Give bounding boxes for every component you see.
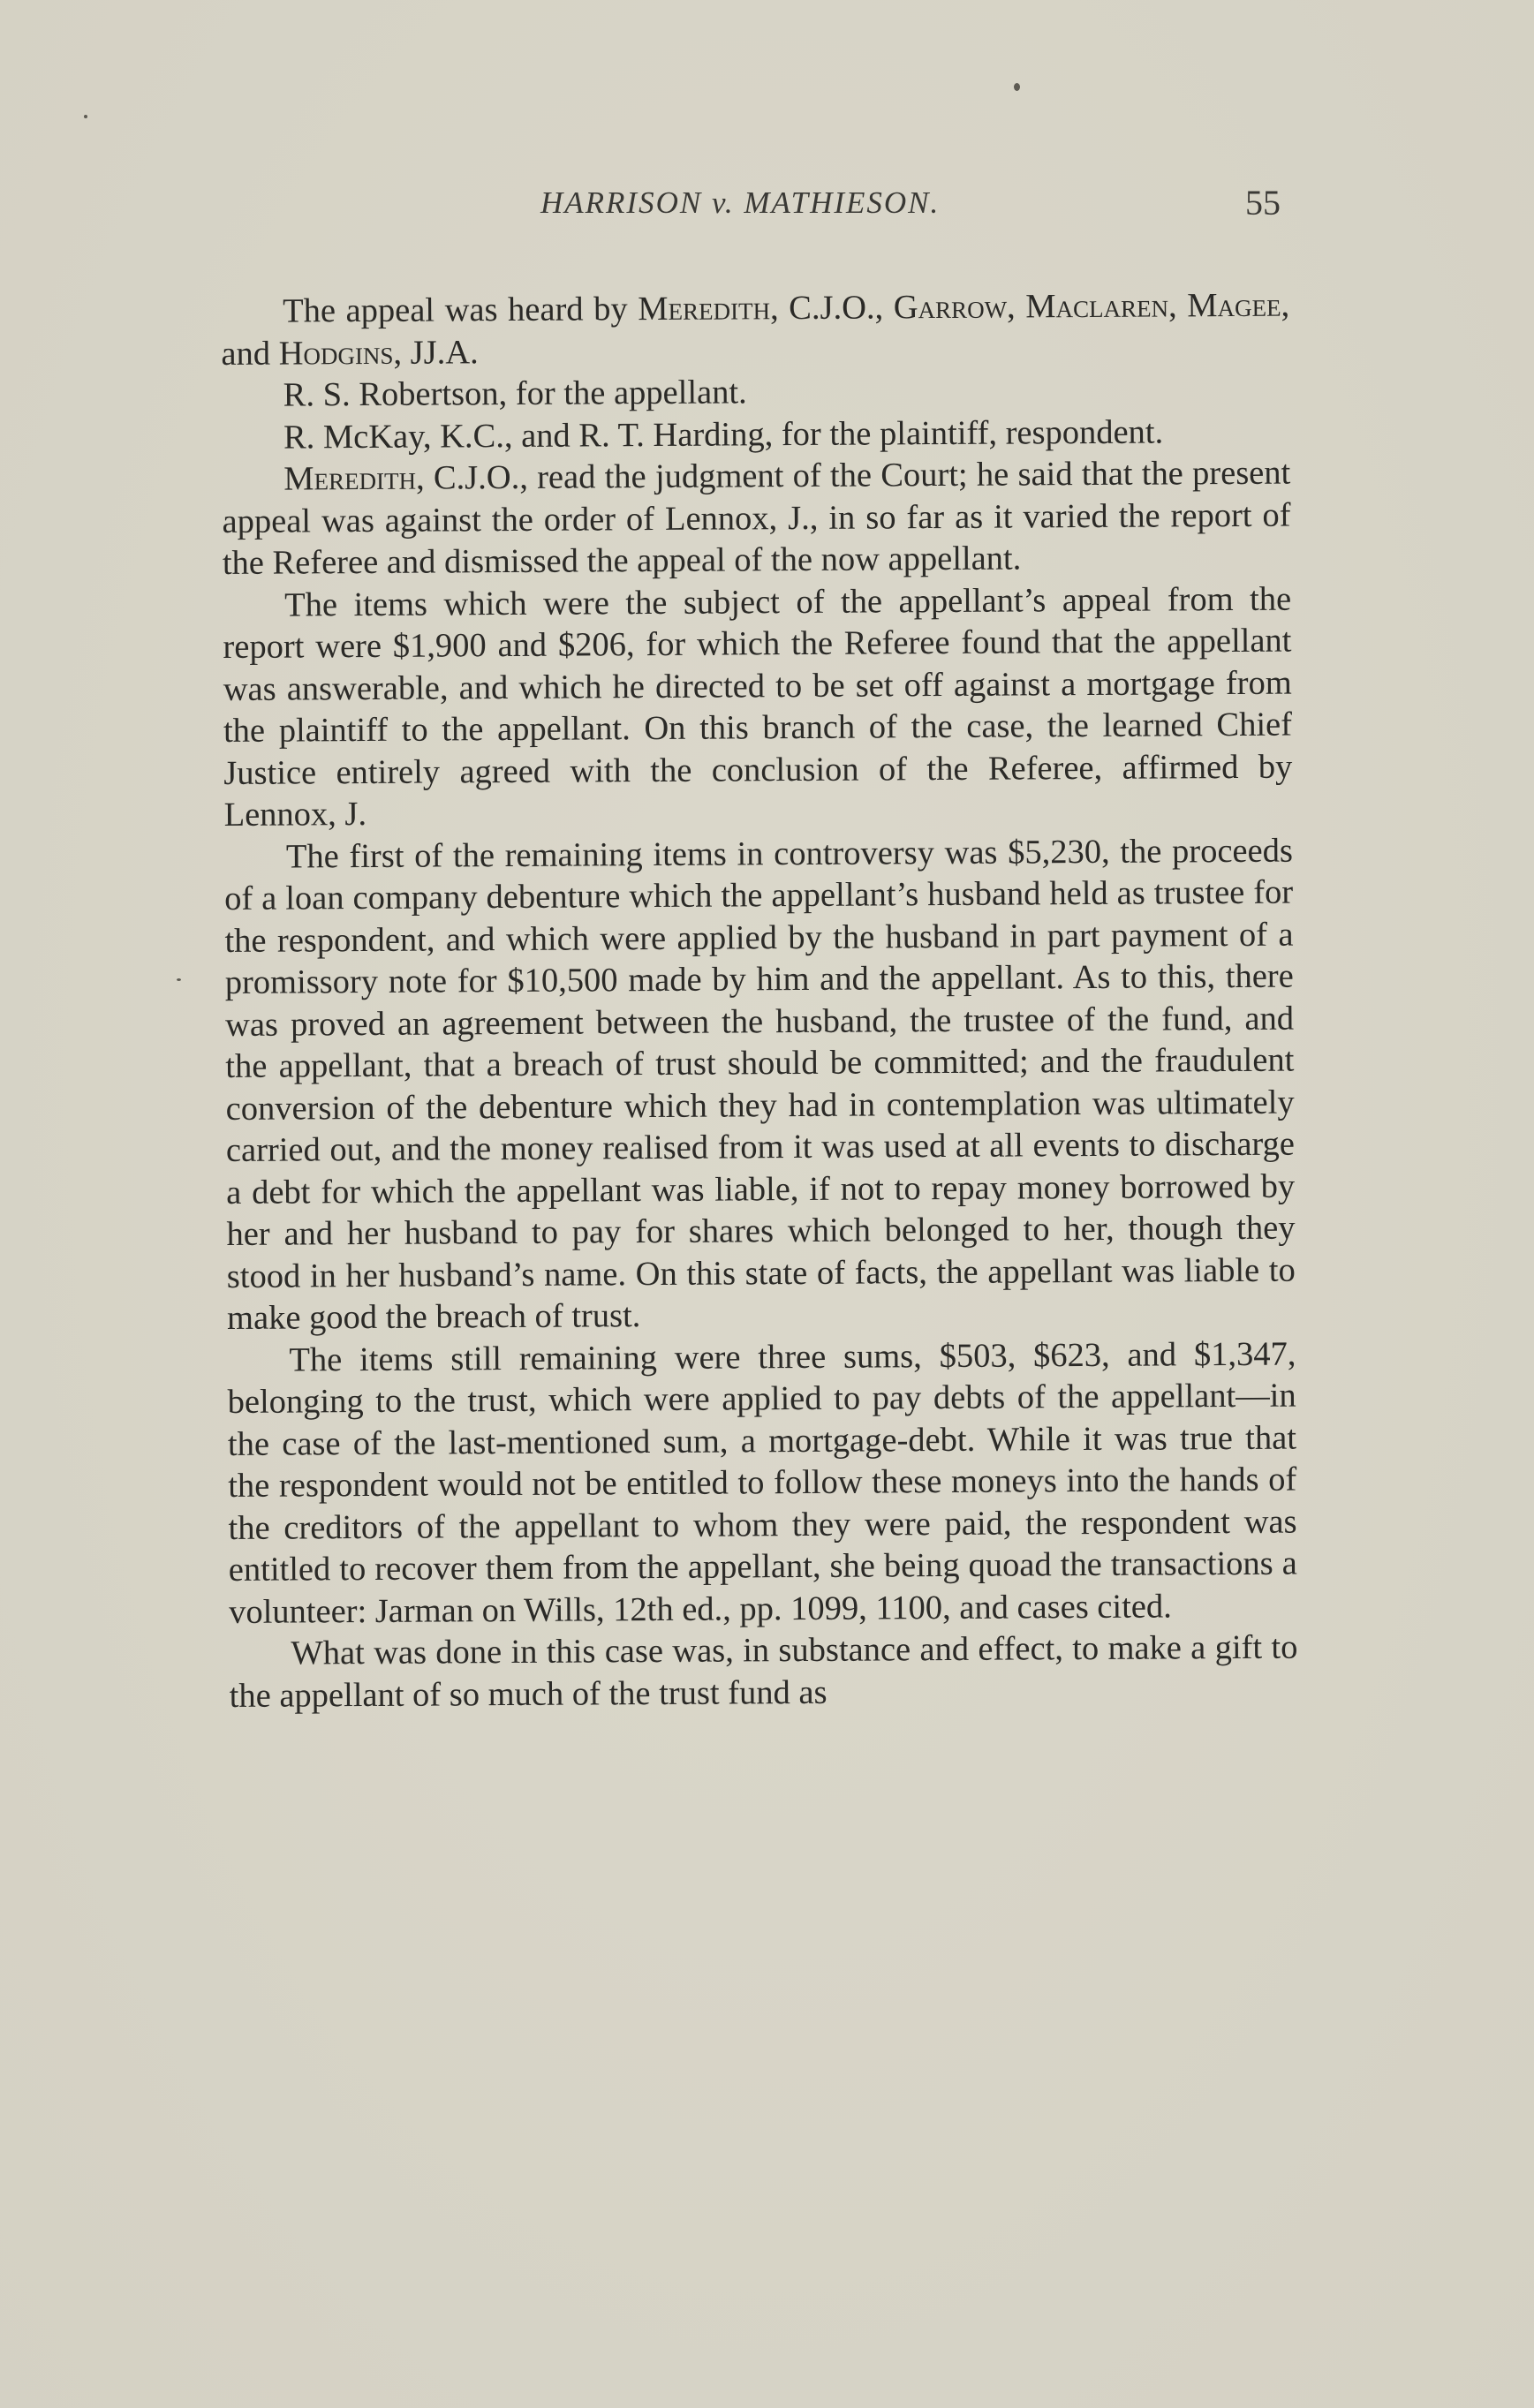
judge-name: Magee (1187, 286, 1281, 325)
judge-name: Maclaren (1025, 287, 1169, 326)
body-text (221, 285, 1298, 1717)
page-number: 55 (1245, 183, 1281, 223)
paragraph-gift: What was done in this case was, in substance and effect, to make a gift to the appellant of so much of the trust fund as (229, 1628, 1298, 1715)
running-head: HARRISON v. MATHIESON. (540, 185, 941, 220)
judge-name: Garrow (893, 288, 1008, 327)
judge-name: Meredith (638, 290, 771, 328)
text-run: , C.J.O., read the judgment of the Court; he said that the present appeal was against the order of Lennox, J., in so far as it varied the report of the Referee and dismissed the appeal of the now appellant. (222, 454, 1291, 582)
text-run: , JJ.A. (393, 333, 479, 372)
text-run: , (1168, 287, 1188, 325)
ink-speck (84, 115, 87, 118)
text-run: , C.J.O., (769, 289, 894, 328)
text-run: , (1006, 288, 1026, 326)
paragraph-judgment-intro (222, 453, 1291, 585)
text-run: , and (221, 286, 1290, 373)
paragraph-bench (221, 285, 1290, 375)
ink-speck (177, 978, 181, 981)
judge-name: Hodgins (278, 334, 394, 373)
text-run: The appeal was heard by (283, 291, 639, 330)
paragraph-counsel-respondent: R. McKay, K.C., and R. T. Harding, for the plaintiff, respondent. (283, 412, 1164, 457)
paragraph-items: The items which were the subject of the appellant’s appeal from the report were $1,900 and $206, for which the Referee found that the appellant was answerable, and which he directed to be set off against a mortgage from the plaintiff to the appellant. On this branch of the case, the learned Chief Justice entirely agreed with the conclusion of the Referee, affirmed by Lennox, J. (223, 580, 1293, 834)
ink-speck (1014, 83, 1020, 91)
paragraph-remaining-items: The items still remaining were three sums, $503, $623, and $1,347, belonging to the trust, which were applied to pay debts of the appellant—in the case of the last-mentioned sum, a mortgage-debt. While it was true that the respondent would not be entitled to follow these moneys into the hands of the creditors of the appellant to whom they were paid, the respondent was entitled to recover them from the appellant, she being quoad the transactions a volunteer: Jarman on Wills, 12th ed., pp. 1099, 1100, and cases cited. (227, 1335, 1297, 1631)
paragraph-first-item: The first of the remaining items in controversy was $5,230, the proceeds of a loan company debenture which the appellant’s husband held as trustee for the respondent, and which were applied by the husband in part payment of a promissory note for $10,500 made by him and the appellant. As to this, there was proved an agreement between the husband, the trustee of the fund, and the appellant, that a breach of trust should be committed; and the fraudulent conversion of the debenture which they had in contemplation was ultimately carried out, and the money realised from it was used at all events to discharge a debt for which the appellant was liable, if not to repay money borrowed by her and her husband to pay for shares which belonged to her, though they stood in her husband’s name. On this state of facts, the appellant was liable to make good the breach of trust. (224, 832, 1296, 1337)
judge-name: Meredith (283, 459, 417, 498)
paragraph-counsel-appellant: R. S. Robertson, for the appellant. (283, 374, 747, 414)
page-header (221, 185, 1281, 238)
